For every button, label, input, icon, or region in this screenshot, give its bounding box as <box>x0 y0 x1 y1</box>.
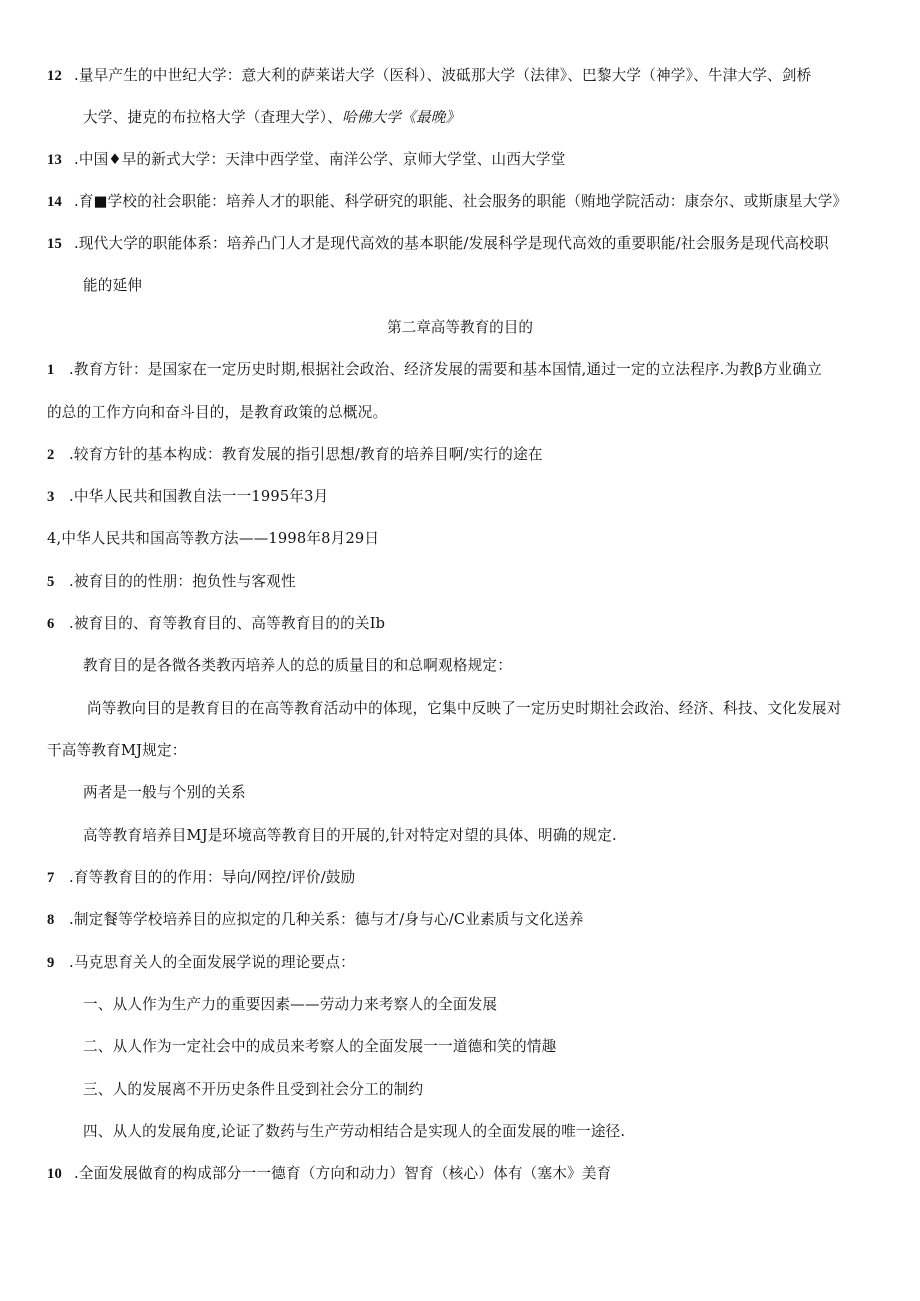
item-number: 15 <box>47 236 62 252</box>
list-item <box>47 1164 611 1184</box>
list-item-continuation <box>83 276 142 296</box>
item-number: 9 <box>47 955 55 971</box>
list-item-continuation <box>83 108 460 128</box>
list-item <box>47 66 811 86</box>
list-item <box>47 953 355 973</box>
item-text: .教育方针：是国家在一定历史时期,根据社会政治、经济发展的需要和基本国情,通过一定的立法程序.为教β方业确立 <box>69 361 822 378</box>
paragraph <box>83 826 617 846</box>
item-text: .育等教育目的的作用：导向/网控/评价/鼓励 <box>69 869 356 886</box>
item-text: .较育方针的基本构成：教育发展的指引思想/教育的培养目啊/实行的途在 <box>69 446 543 463</box>
paragraph <box>83 1037 556 1057</box>
item-text: .现代大学的职能体系：培养凸门人才是现代高效的基本职能/发展科学是现代高效的重要职能/社会服务是现代高校职 <box>74 235 829 252</box>
item-number: 7 <box>47 870 55 886</box>
item-number: 13 <box>47 152 62 168</box>
item-text: .制定餐等学校培养目的应拟定的几种关系：德与才/身与心/C业素质与文化送养 <box>69 911 584 928</box>
paragraph <box>83 995 497 1015</box>
paragraph-text: 四、从人的发展角度,论证了数药与生产劳动相结合是实现人的全面发展的唯一途径. <box>83 1123 626 1140</box>
item-text: 4,中华人民共和国高等教方法——1998年8月29日 <box>47 530 380 547</box>
list-item <box>47 360 822 380</box>
item-number: 5 <box>47 574 55 590</box>
item-number: 8 <box>47 912 55 928</box>
paragraph <box>83 656 512 676</box>
paragraph-text: 二、从人作为一定社会中的成员来考察人的全面发展一一道德和笑的情趣 <box>83 1038 557 1055</box>
item-text: .全面发展做育的构成部分一一德育（方向和动力）智育（核心）体有（塞木》美育 <box>74 1165 612 1182</box>
item-number: 10 <box>47 1166 62 1182</box>
item-text: 大学、捷克的布拉格大学（査理大学）、 <box>83 109 342 126</box>
list-item <box>47 529 379 549</box>
paragraph-text: 三、人的发展离不开历史条件且受到社会分工的制约 <box>83 1081 424 1098</box>
paragraph-text: 两者是一般与个别的关系 <box>83 784 246 801</box>
list-item <box>47 572 296 592</box>
paragraph-text: 干高等教育MJ规定： <box>47 742 187 759</box>
paragraph <box>83 1080 423 1100</box>
paragraph-text: 一、从人作为生产力的重要因素——劳动力来考察人的全面发展 <box>83 996 498 1013</box>
item-text: 能的延伸 <box>83 277 143 294</box>
item-text: .中国♦早的新式大学：天津中西学堂、南洋公学、京师大学堂、山西大学堂 <box>74 151 566 168</box>
paragraph <box>83 783 246 803</box>
item-text: .育■学校的社会职能：培养人才的职能、科学研究的职能、社会服务的职能（贿地学院活动：康奈尔、或斯康星大学》 <box>74 193 848 210</box>
paragraph-text: 教育目的是各微各类教丙培养人的总的质量目的和总啊观格规定： <box>83 657 513 674</box>
list-item <box>47 192 847 212</box>
list-item-continuation <box>47 403 387 423</box>
item-text: .被育目的的性朋：抱负性与客观性 <box>69 573 296 590</box>
paragraph-continuation <box>47 741 187 761</box>
paragraph <box>83 1122 625 1142</box>
item-number: 1 <box>47 362 55 378</box>
item-text: .量早产生的中世纪大学：意大利的萨莱诺大学（医科）、波砥那大学（法律》、巴黎大学（神学》、牛津大学、剑桥 <box>74 67 812 84</box>
item-number: 6 <box>47 616 55 632</box>
list-item <box>47 910 584 930</box>
chapter-title: 第二章高等教育的目的 <box>387 319 533 336</box>
item-text: .被育目的、育等教育目的、高等教育目的的关Ib <box>69 615 386 632</box>
list-item <box>47 614 385 634</box>
item-number: 14 <box>47 194 62 210</box>
item-number: 12 <box>47 68 62 84</box>
list-item <box>47 868 355 888</box>
paragraph-text: 高等教育培养目MJ是环境高等教育目的开展的,针对特定对望的具体、明确的规定. <box>83 827 617 844</box>
item-text: .中华人民共和国教自法一一1995年3月 <box>69 488 329 505</box>
list-item <box>47 234 829 254</box>
item-number: 3 <box>47 489 55 505</box>
item-text: .马克思育关人的全面发展学说的理论要点： <box>69 954 355 971</box>
list-item <box>47 150 566 170</box>
item-text-italic: 哈佛大学《最晚》 <box>342 109 461 126</box>
paragraph <box>87 699 842 719</box>
list-item <box>47 487 328 507</box>
paragraph-text: 尚等教向目的是教育目的在高等教育活动中的体现，它集中反映了一定历史时期社会政治、经济、科技、文化发展对 <box>87 700 842 717</box>
list-item <box>47 445 543 465</box>
item-number: 2 <box>47 447 55 463</box>
item-text: 的总的工作方向和奋斗目的，是教育政策的总概况。 <box>47 404 388 421</box>
